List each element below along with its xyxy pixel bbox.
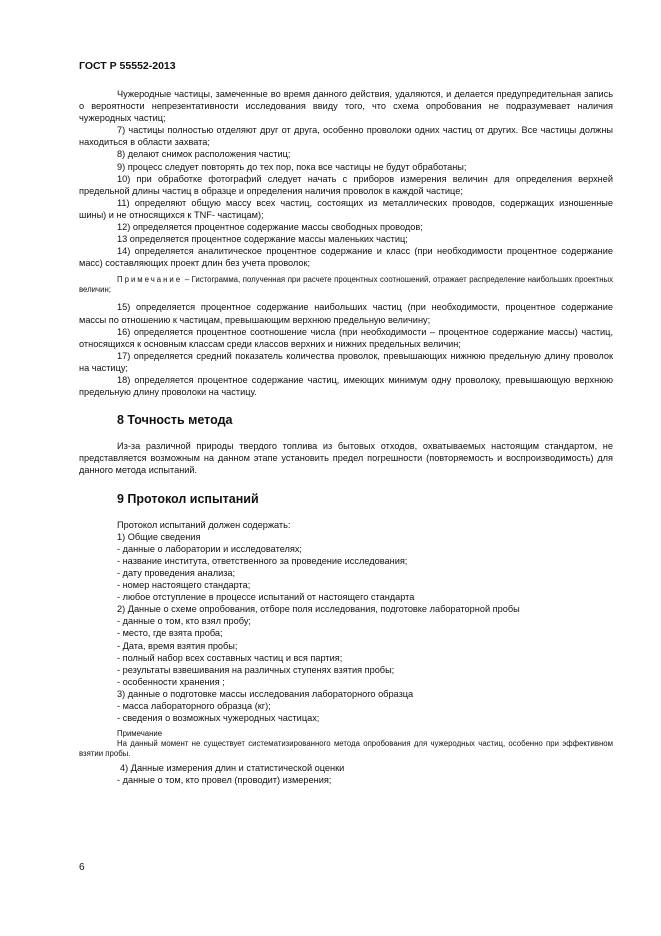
section-8-heading: 8 Точность метода bbox=[117, 413, 233, 428]
note-text: – Гистограмма, полученная при расчете процентных соотношений, отражает распределение наибольших проектных величин; bbox=[79, 275, 613, 295]
list-item: - масса лабораторного образца (кг); bbox=[117, 701, 271, 712]
list-item: 3) данные о подготовке массы исследования лабораторного образца bbox=[117, 688, 414, 699]
list-item: - дату проведения анализа; bbox=[117, 568, 236, 578]
note-label: Примечание bbox=[117, 275, 183, 285]
page-number: 6 bbox=[79, 862, 85, 873]
page-content bbox=[79, 88, 613, 786]
list-item: - любое отступление в процессе испытаний от настоящего стандарта bbox=[117, 592, 415, 603]
list-item: - результаты взвешивания на различных ступенях взятия пробы; bbox=[117, 664, 395, 675]
list-item: - особенности хранения ; bbox=[117, 676, 225, 687]
paragraph: 10) при обработке фотографий следует начать с приборов измерения величин для определения верхней предельной длины частиц в образце и определения наличия проволок в каждой частице; bbox=[79, 173, 613, 196]
note bbox=[79, 275, 613, 295]
paragraph: 17) определяется средний показатель количества проволок, превышающих нижнюю предельную длину проволок на частицу; bbox=[79, 350, 613, 373]
list-item: - сведения о возможных чужеродных частицах; bbox=[117, 713, 320, 724]
list-item: - полный набор всех составных частиц и вся партия; bbox=[117, 652, 343, 663]
list-item: - данные о лаборатории и исследователях; bbox=[117, 543, 302, 554]
note-label: Примечание bbox=[117, 729, 163, 739]
list-item: - номер настоящего стандарта; bbox=[117, 580, 251, 591]
paragraph: 14) определяется аналитическое процентное содержание и класс (при необходимости процентное содержание масс) составляющих проект длин без учета проволок; bbox=[79, 246, 613, 269]
document-header: ГОСТ Р 55552-2013 bbox=[79, 60, 176, 72]
section-9-heading: 9 Протокол испытаний bbox=[117, 491, 259, 506]
note-text: На данный момент не существует систематизированного метода опробования для чужеродных частиц, особенно при эффективном взятии пробы. bbox=[79, 739, 613, 759]
list-item: - данные о том, кто провел (проводит) измерения; bbox=[117, 775, 332, 786]
section-8-text: Из-за различной природы твердого топлива из бытовых отходов, охватываемых настоящим стандартом, не представляется возможным на данном этапе установить предел погрешности (повторяемость и воспроизводимость) для данного метода испытаний. bbox=[79, 441, 613, 476]
protocol-list bbox=[79, 519, 613, 725]
protocol-list-continued bbox=[79, 762, 613, 786]
list-item: 2) Данные о схеме опробования, отборе поля исследования, подготовке лабораторной пробы bbox=[117, 604, 520, 615]
list-item: 1) Общие сведения bbox=[117, 531, 201, 542]
paragraph: 7) частицы полностью отделяют друг от друга, особенно проволоки одних частиц от других. Все частицы должны находиться в области захвата; bbox=[79, 125, 613, 148]
list-item: 4) Данные измерения длин и статистической оценки bbox=[120, 763, 345, 774]
list-item: - Дата, время взятия пробы; bbox=[117, 640, 238, 651]
paragraph: 12) определяется процентное содержание массы свободных проводов; bbox=[117, 222, 423, 233]
paragraph: 11) определяют общую массу всех частиц, состоящих из металлических проводов, содержащих изношенные шины) и не относящихся к TNF- частицам); bbox=[79, 197, 613, 220]
list-item: Протокол испытаний должен содержать: bbox=[117, 519, 291, 530]
paragraph: 13 определяется процентное содержание массы маленьких частиц; bbox=[117, 234, 408, 245]
paragraph: 18) определяется процентное содержание частиц, имеющих минимум одну проволоку, превышающую верхнюю предельную длину проволоки на частицу. bbox=[79, 374, 613, 398]
paragraph: 16) определяется процентное соотношение числа (при необходимости – процентное содержание массы) частиц, относящихся к основным классам среди классов верхних и нижних предельных величин; bbox=[79, 326, 613, 349]
list-item: - место, где взята проба; bbox=[117, 628, 223, 639]
paragraph: 9) процесс следует повторять до тех пор, пока все частицы не будут обработаны; bbox=[117, 161, 467, 172]
paragraph: 8) делают снимок расположения частиц; bbox=[117, 149, 291, 160]
paragraph: 15) определяется процентное содержание наибольших частиц (при необходимости, процентное содержание массы по отношению к частицам, превышающим верхнюю предельную величину; bbox=[79, 302, 613, 325]
list-item: - данные о том, кто взял пробу; bbox=[117, 616, 251, 627]
list-item: - название института, ответственного за проведение исследования; bbox=[117, 555, 408, 566]
paragraph: Чужеродные частицы, замеченные во время данного действия, удаляются, и делается предупредительная запись о вероятности непрезентативности исследования ввиду того, что схема опробования не подразумевает наличия чужеродных частиц; bbox=[79, 89, 613, 124]
